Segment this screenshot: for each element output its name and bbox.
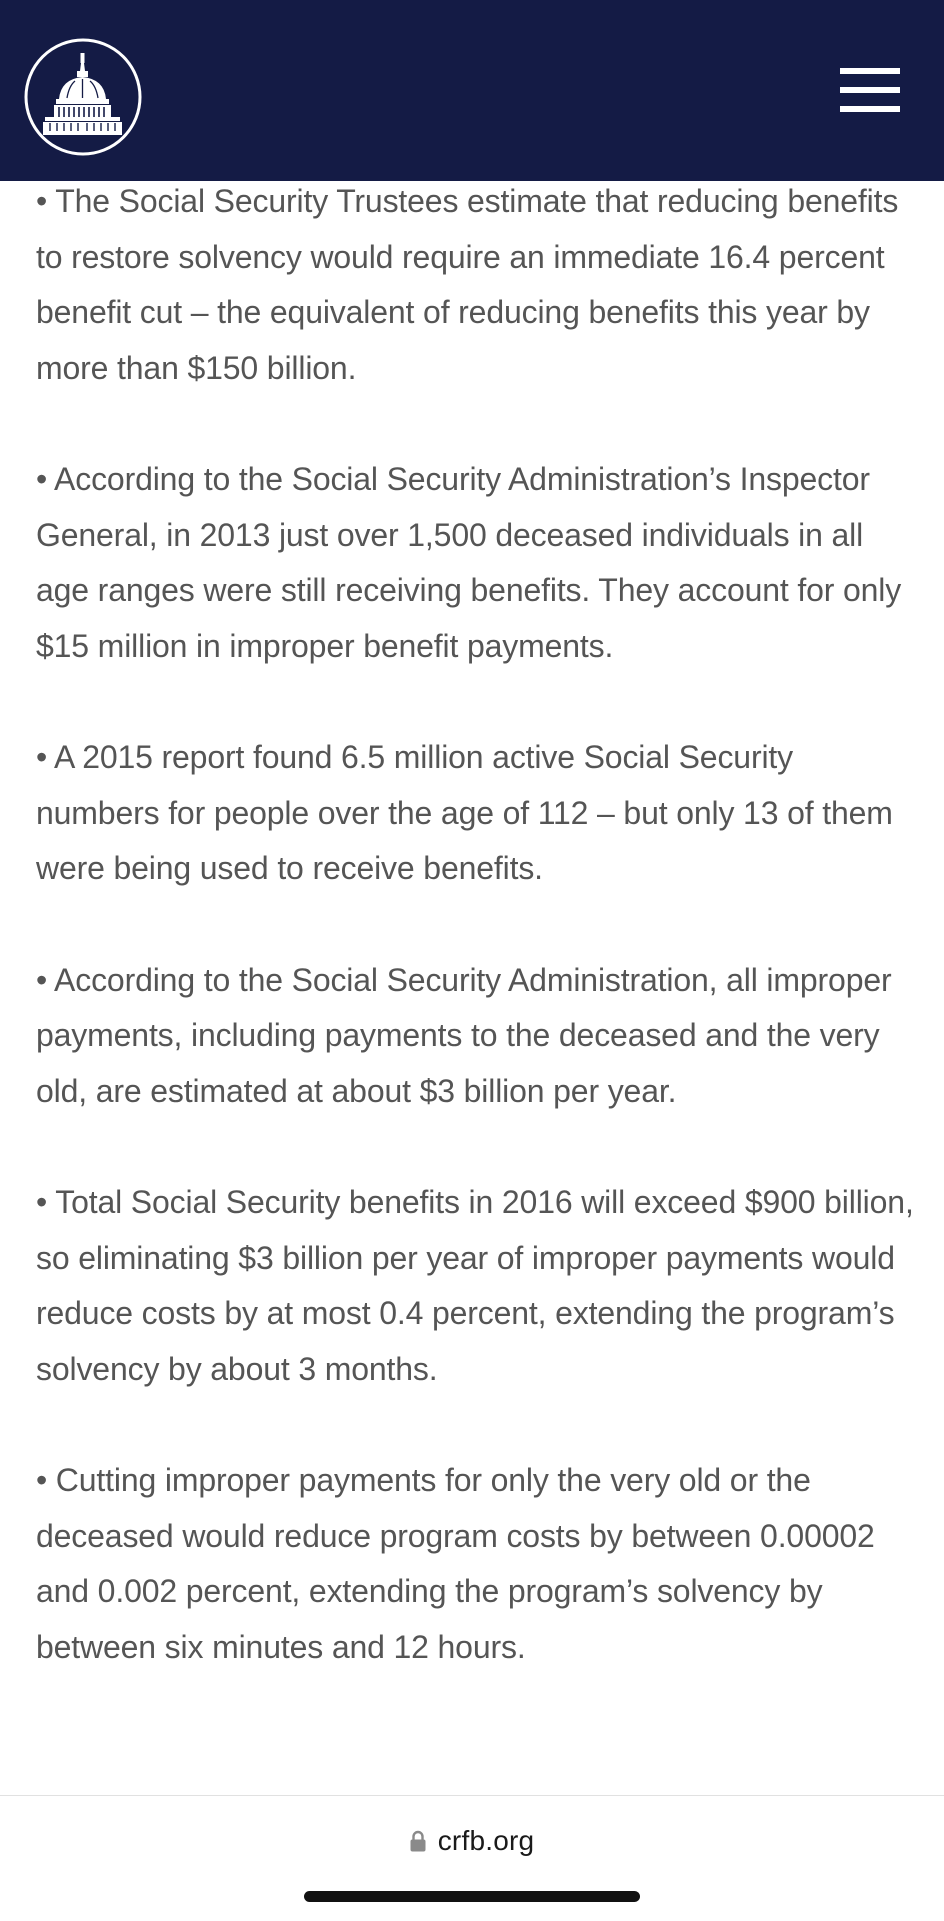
address-bar[interactable] bbox=[0, 1821, 944, 1861]
lock-icon bbox=[410, 1830, 426, 1852]
site-header bbox=[0, 0, 944, 181]
bullet-paragraph-4: • According to the Social Security Administration, all improper payments, including payments to the deceased and the very old, are estimated at about $3 billion per year. bbox=[36, 961, 892, 1109]
bullet-paragraph-6: • Cutting improper payments for only the very old or the deceased would reduce program costs by between 0.00002 and 0.002 percent, extending the program’s solvency by between six minutes and 12 hours. bbox=[36, 1462, 875, 1665]
hamburger-menu-icon[interactable] bbox=[834, 62, 906, 118]
bullet-paragraph-5: • Total Social Security benefits in 2016 will exceed $900 billion, so eliminating $3 billion per year of improper payments would reduce costs by at most 0.4 percent, extending the program’s solvency by about 3 months. bbox=[36, 1184, 914, 1387]
bullet-paragraph-1: • The Social Security Trustees estimate that reducing benefits to restore solvency would require an immediate 16.4 percent benefit cut – the equivalent of reducing benefits this year by more than $150 billion. bbox=[36, 183, 899, 386]
browser-bottom-bar bbox=[0, 1795, 944, 1921]
bullet-paragraph-3: • A 2015 report found 6.5 million active Social Security numbers for people over the age of 112 – but only 13 of them were being used to receive benefits. bbox=[36, 739, 893, 886]
article-body bbox=[36, 174, 916, 1731]
bullet-paragraph-2: • According to the Social Security Administration’s Inspector General, in 2013 just over 1,500 deceased individuals in all age ranges were still receiving benefits. They account for only $15 million in improper benefit payments. bbox=[36, 461, 902, 664]
capitol-dome-icon[interactable] bbox=[23, 37, 143, 157]
home-indicator[interactable] bbox=[304, 1891, 640, 1902]
url-text: crfb.org bbox=[437, 1825, 535, 1856]
